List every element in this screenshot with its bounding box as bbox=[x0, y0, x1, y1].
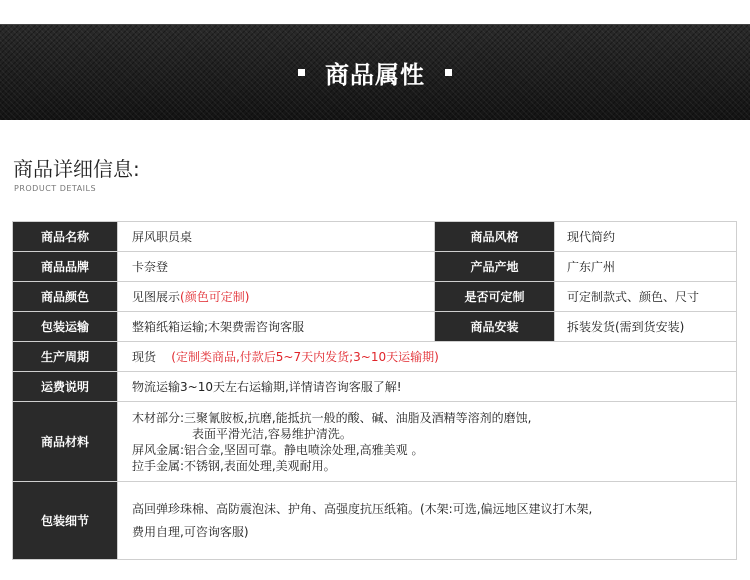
square-bullet-icon bbox=[445, 69, 452, 76]
row-value: 整箱纸箱运输;木架费需咨询客服 bbox=[118, 312, 435, 342]
row-value bbox=[118, 342, 737, 372]
table-row bbox=[13, 372, 737, 402]
table-row bbox=[13, 402, 737, 482]
product-attributes-table bbox=[12, 221, 737, 560]
page-title: 商品详细信息: bbox=[13, 157, 140, 181]
row-label: 运费说明 bbox=[13, 372, 118, 402]
row-label: 商品材料 bbox=[13, 402, 118, 482]
row-value: 卡奈登 bbox=[118, 252, 435, 282]
table-row bbox=[13, 222, 737, 252]
material-line: 木材部分:三聚氰胺板,抗磨,能抵抗一般的酸、碱、油脂及酒精等溶剂的磨蚀, bbox=[132, 410, 532, 425]
row-value: 屏风职员桌 bbox=[118, 222, 435, 252]
row-value: 拆装发货(需到货安装) bbox=[555, 312, 737, 342]
material-line: 屏风金属:铝合金,坚固可靠。静电喷涂处理,高雅美观 。 bbox=[132, 442, 424, 457]
row-label: 商品名称 bbox=[13, 222, 118, 252]
row-value bbox=[118, 482, 737, 560]
material-line: 拉手金属:不锈钢,表面处理,美观耐用。 bbox=[132, 458, 336, 473]
color-value: 见图展示 bbox=[132, 290, 181, 304]
row-label: 生产周期 bbox=[13, 342, 118, 372]
row-label: 包装运输 bbox=[13, 312, 118, 342]
pack-line: 费用自理,可咨询客服) bbox=[132, 524, 249, 539]
row-label: 是否可定制 bbox=[435, 282, 555, 312]
cycle-note: (定制类商品,付款后5~7天内发货;3~10天运输期) bbox=[171, 350, 439, 364]
table-row bbox=[13, 282, 737, 312]
row-label: 商品风格 bbox=[435, 222, 555, 252]
row-value: 可定制款式、颜色、尺寸 bbox=[555, 282, 737, 312]
row-value: 广东广州 bbox=[555, 252, 737, 282]
row-value bbox=[118, 402, 737, 482]
table-row bbox=[13, 482, 737, 560]
color-note: (颜色可定制) bbox=[180, 290, 250, 304]
section-banner bbox=[0, 24, 750, 120]
square-bullet-icon bbox=[298, 69, 305, 76]
row-label: 产品产地 bbox=[435, 252, 555, 282]
row-label: 商品颜色 bbox=[13, 282, 118, 312]
row-label: 包装细节 bbox=[13, 482, 118, 560]
table-row bbox=[13, 342, 737, 372]
row-label: 商品品牌 bbox=[13, 252, 118, 282]
row-value: 物流运输3~10天左右运输期,详情请咨询客服了解! bbox=[118, 372, 737, 402]
cycle-value: 现货 bbox=[132, 350, 157, 364]
banner-title: 商品属性 bbox=[325, 61, 425, 89]
material-line: 表面平滑光洁,容易维护清洗。 bbox=[192, 426, 352, 441]
page-subtitle: PRODUCT DETAILS bbox=[14, 184, 97, 193]
row-label: 商品安装 bbox=[435, 312, 555, 342]
table-row bbox=[13, 252, 737, 282]
row-value bbox=[118, 282, 435, 312]
table-row bbox=[13, 312, 737, 342]
row-value: 现代简约 bbox=[555, 222, 737, 252]
pack-line: 高回弹珍珠棉、高防震泡沫、护角、高强度抗压纸箱。(木架:可选,偏远地区建议打木架, bbox=[132, 501, 593, 516]
